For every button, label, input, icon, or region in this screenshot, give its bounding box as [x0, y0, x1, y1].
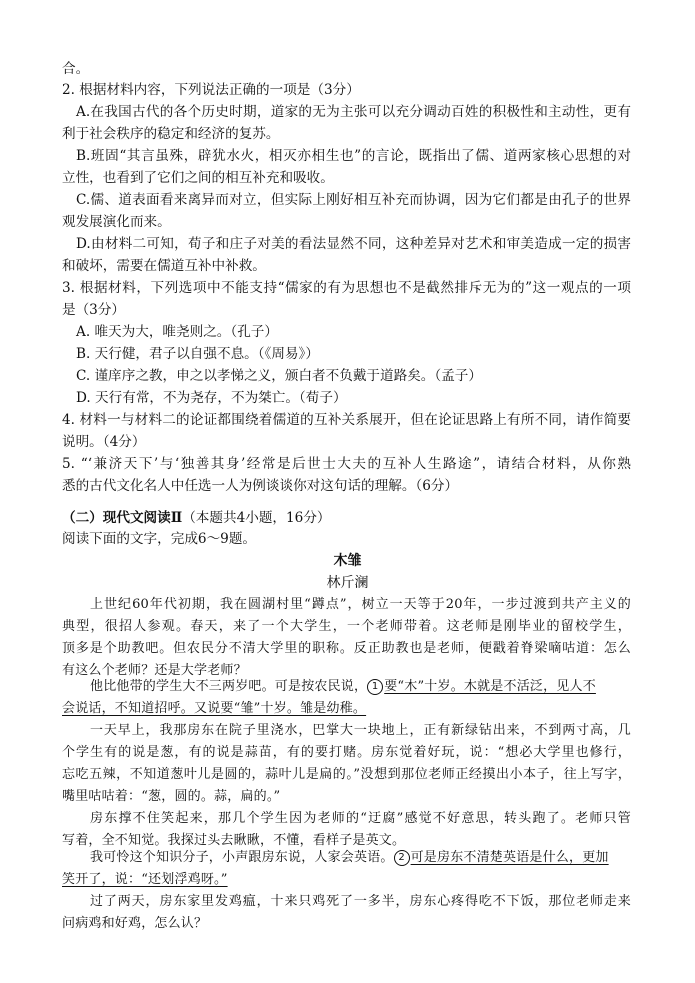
story-p3-line1: 一天早上，我那房东在院子里浇水，巴掌大一块地上，正有新绿钻出来，不到两寸高，几	[90, 723, 631, 738]
q3-option-c: C. 谨庠序之教，申之以孝悌之义，颁白者不负戴于道路矣。（孟子）	[76, 368, 482, 384]
q3-option-b: B. 天行健，君子以自强不息。（《周易》）	[76, 346, 319, 362]
q2-option-a-line2: 利于社会秩序的稳定和经济的复苏。	[62, 126, 280, 142]
story-p2-underlined-2: 会说话，不知道招呼。又说要“雏”十岁。雏是幼稚。	[62, 701, 367, 716]
story-p5-underlined-1: 可是房东不清楚英语是什么，更加	[410, 850, 609, 865]
q5-line2: 悉的古代文化名人中任选一人为例谈谈你对这句话的理解。（6分）	[62, 478, 459, 494]
q3-option-a: A. 唯天为大，唯尧则之。（孔子）	[76, 324, 278, 340]
story-p6-line1: 过了两天，房东家里发鸡瘟，十来只鸡死了一多半，房东心疼得吃不下饭，那位老师走来	[90, 894, 631, 909]
story-p3-line3: 忘吃五辣，不知道葱叶儿是圆的，蒜叶儿是扁的。”没想到那位老师正经摸出小本子，往上写字，	[62, 767, 631, 782]
story-p1-line1: 上世纪60年代初期，我在圆湖村里“蹲点”，树立一天等于20年，一步过渡到共产主义的	[90, 597, 631, 612]
q5-line1: 5. “‘兼济天下’与‘独善其身’经常是后世士大夫的互补人生路途”，请结合材料，从你熟	[62, 456, 631, 472]
q4-line1: 4. 材料一与材料二的论证都围绕着儒道的互补关系展开，但在论证思路上有所不同，请作简要	[62, 412, 631, 428]
story-p3-line2: 个学生有的说是葱，有的说是蒜苗，有的要打赌。房东觉着好玩，说：“想必大学里也修行，	[62, 745, 631, 760]
story-p5-underlined-2: 笑开了，说：“还划浮鸡呀。”	[62, 872, 228, 887]
story-p4-line2: 写着，全不知觉。我探过头去瞅瞅，不懂，看样子是英文。	[62, 833, 406, 848]
q2-stem: 2. 根据材料内容，下列说法正确的一项是（3分）	[62, 82, 360, 98]
q2-option-d-line1: D.由材料二可知，荀子和庄子对美的看法显然不同，这种差异对艺术和审美造成一定的损害	[76, 236, 631, 252]
story-p3-line4: 嘴里咕咕着：“葱，圆的。蒜，扁的。”	[62, 789, 281, 804]
q3-stem-line1: 3. 根据材料，下列选项中不能支持“儒家的有为思想也不是截然排斥无为的”这一观点的一项	[62, 280, 631, 296]
story-p2-underlined-1: 要“木”十岁。木就是不活泛，见人不	[384, 679, 596, 694]
story-p4-line1: 房东撑不住笑起来，那几个学生因为老师的“迂腐”感觉不好意思，转头跑了。老师只管	[90, 811, 631, 826]
q2-option-b-line2: 立性，也看到了它们之间的相互补充和吸收。	[62, 170, 334, 186]
story-p1-line4: 有这么个老师？还是大学老师？	[62, 663, 247, 678]
q2-option-a-line1: A.在我国古代的各个历史时期，道家的无为主张可以充分调动百姓的积极性和主动性，更有	[76, 104, 631, 120]
section-heading-detail: （本题共4小题，16分）	[182, 510, 331, 526]
story-p5-plain: 我可怜这个知识分子，小声跟房东说，人家会英语。	[90, 850, 394, 865]
story-p1-line3: 顶多是个助教吧。但农民分不清大学里的职称。反正助教也是老师，便戳着脊梁嘀咕道：怎么	[62, 641, 631, 656]
marker-2: 2	[394, 850, 410, 866]
story-p1-line2: 典型，很招人参观。春天，来了一个大学生，一个老师带着。这老师是刚毕业的留校学生，	[62, 619, 631, 634]
story-p2-plain: 他比他带的学生大不三两岁吧。可是按农民说，	[90, 679, 368, 694]
q3-stem-line2: 是（3分）	[62, 302, 126, 318]
section-heading-title: （二）现代文阅读Ⅱ	[62, 510, 183, 526]
story-p5-line2	[62, 869, 228, 891]
reading-instruction: 阅读下面的文字，完成6～9题。	[62, 531, 257, 547]
q2-option-d-line2: 和破坏，需要在儒道互补中补救。	[62, 258, 266, 274]
q2-option-b-line1: B.班固“其言虽殊，辟犹水火，相灭亦相生也”的言论，既指出了儒、道两家核心思想的对	[76, 148, 631, 164]
q4-line2: 说明。（4分）	[62, 434, 146, 450]
story-title: 木雏	[333, 553, 362, 569]
section-heading	[62, 507, 331, 529]
story-author: 林斤澜	[326, 575, 369, 591]
story-p2-line1	[90, 676, 596, 698]
story-p5-line1	[90, 847, 609, 869]
q2-option-c-line1: C.儒、道表面看来离异而对立，但实际上刚好相互补充而协调，因为它们都是由孔子的世界	[76, 192, 631, 208]
story-p6-line2: 问病鸡和好鸡，怎么认？	[62, 916, 208, 931]
q2-option-c-line2: 观发展演化而来。	[62, 214, 171, 230]
story-p2-line2	[62, 698, 366, 720]
q3-option-d: D. 天行有常，不为尧存，不为桀亡。（荀子）	[76, 390, 347, 406]
q1-tail: 合。	[62, 61, 90, 77]
marker-1: 1	[367, 679, 383, 695]
